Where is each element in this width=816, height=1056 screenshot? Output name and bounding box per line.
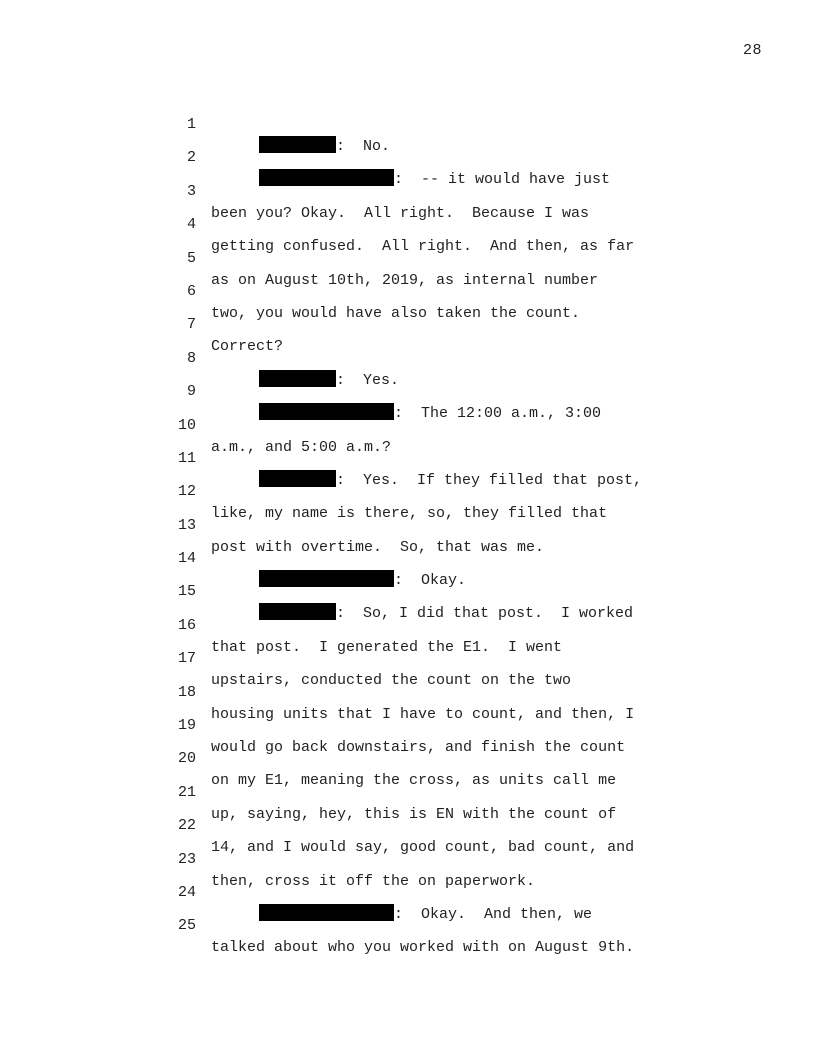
line-text: : No. — [336, 138, 391, 155]
line-text: on my E1, meaning the cross, as units call me — [211, 772, 617, 790]
transcript-line — [0, 693, 816, 757]
line-number: 5 — [186, 249, 196, 267]
line-text: then, cross it off the on paperwork. — [211, 872, 536, 890]
line-text: a.m., and 5:00 a.m.? — [211, 438, 392, 456]
line-number: 2 — [186, 149, 196, 167]
transcript-line — [0, 526, 816, 590]
transcript-line — [0, 359, 816, 423]
line-text: talked about who you worked with on August 9th. — [211, 939, 635, 957]
line-text: : So, I did that post. I worked — [336, 605, 634, 623]
line-text: getting confused. All right. And then, as far — [211, 238, 635, 256]
line-number: 13 — [177, 516, 196, 534]
line-number: 19 — [177, 717, 196, 735]
transcript-line — [0, 559, 816, 623]
transcript-line — [0, 593, 816, 656]
line-text: : -- it would have just — [394, 171, 611, 189]
line-text: post with overtime. So, that was me. — [211, 538, 545, 556]
line-number: 4 — [186, 216, 196, 234]
line-number: 24 — [177, 883, 196, 901]
line-number: 11 — [177, 449, 196, 467]
transcript-line — [0, 793, 816, 857]
line-number: 20 — [177, 750, 196, 768]
transcript-line — [0, 459, 816, 523]
line-number: 15 — [177, 583, 196, 601]
line-number: 12 — [177, 483, 196, 501]
line-text: Correct? — [211, 338, 284, 356]
line-text: that post. I generated the E1. I went — [211, 638, 563, 656]
transcript-line — [0, 259, 816, 322]
transcript-line — [0, 860, 816, 923]
line-text: two, you would have also taken the count. — [211, 304, 581, 322]
line-text: been you? Okay. All right. Because I was — [211, 204, 590, 222]
line-number: 14 — [177, 550, 196, 568]
line-text: would go back downstairs, and finish the count — [211, 739, 626, 757]
transcript-line — [0, 893, 816, 957]
transcript-line — [0, 726, 816, 790]
transcript-line — [0, 226, 816, 289]
line-text: : Yes. If they filled that post, — [336, 471, 643, 489]
line-text: as on August 10th, 2019, as internal number — [211, 271, 599, 289]
line-text: upstairs, conducted the count on the two — [211, 672, 572, 690]
line-number: 18 — [177, 683, 196, 701]
transcript-line — [0, 660, 816, 723]
line-number: 16 — [177, 616, 196, 634]
line-text: : Yes. — [336, 371, 400, 389]
line-number: 6 — [186, 282, 196, 300]
transcript-body — [0, 92, 816, 957]
transcript-line — [0, 827, 816, 890]
line-number: 10 — [177, 416, 196, 434]
transcript-line — [0, 426, 816, 489]
transcript-line — [0, 125, 816, 189]
line-number: 9 — [186, 383, 196, 401]
line-text: : Okay. — [394, 572, 467, 590]
line-number: 3 — [186, 182, 196, 200]
line-number: 7 — [186, 316, 196, 334]
transcript-line — [0, 760, 816, 823]
transcript-line — [0, 493, 816, 556]
transcript-line — [0, 326, 816, 389]
line-number: 8 — [186, 349, 196, 367]
line-number: 25 — [177, 917, 196, 935]
line-number: 21 — [177, 783, 196, 801]
line-number: 23 — [177, 850, 196, 868]
line-text: 14, and I would say, good count, bad count, and — [211, 839, 635, 857]
page-number: 28 — [742, 42, 762, 59]
line-text: : The 12:00 a.m., 3:00 — [394, 405, 602, 423]
line-text: : Okay. And then, we — [394, 905, 593, 923]
transcript-line — [0, 626, 816, 690]
line-number: 1 — [186, 116, 196, 133]
transcript-line — [0, 393, 816, 456]
line-text: up, saying, hey, this is EN with the count of — [211, 805, 617, 823]
line-number: 17 — [177, 650, 196, 668]
transcript-line — [0, 192, 816, 256]
line-text: like, my name is there, so, they filled that — [211, 505, 608, 523]
transcript-line — [0, 292, 816, 356]
line-number: 22 — [177, 817, 196, 835]
line-text: housing units that I have to count, and then, I — [211, 705, 635, 723]
transcript-line — [0, 92, 816, 155]
transcript-line — [0, 159, 816, 222]
